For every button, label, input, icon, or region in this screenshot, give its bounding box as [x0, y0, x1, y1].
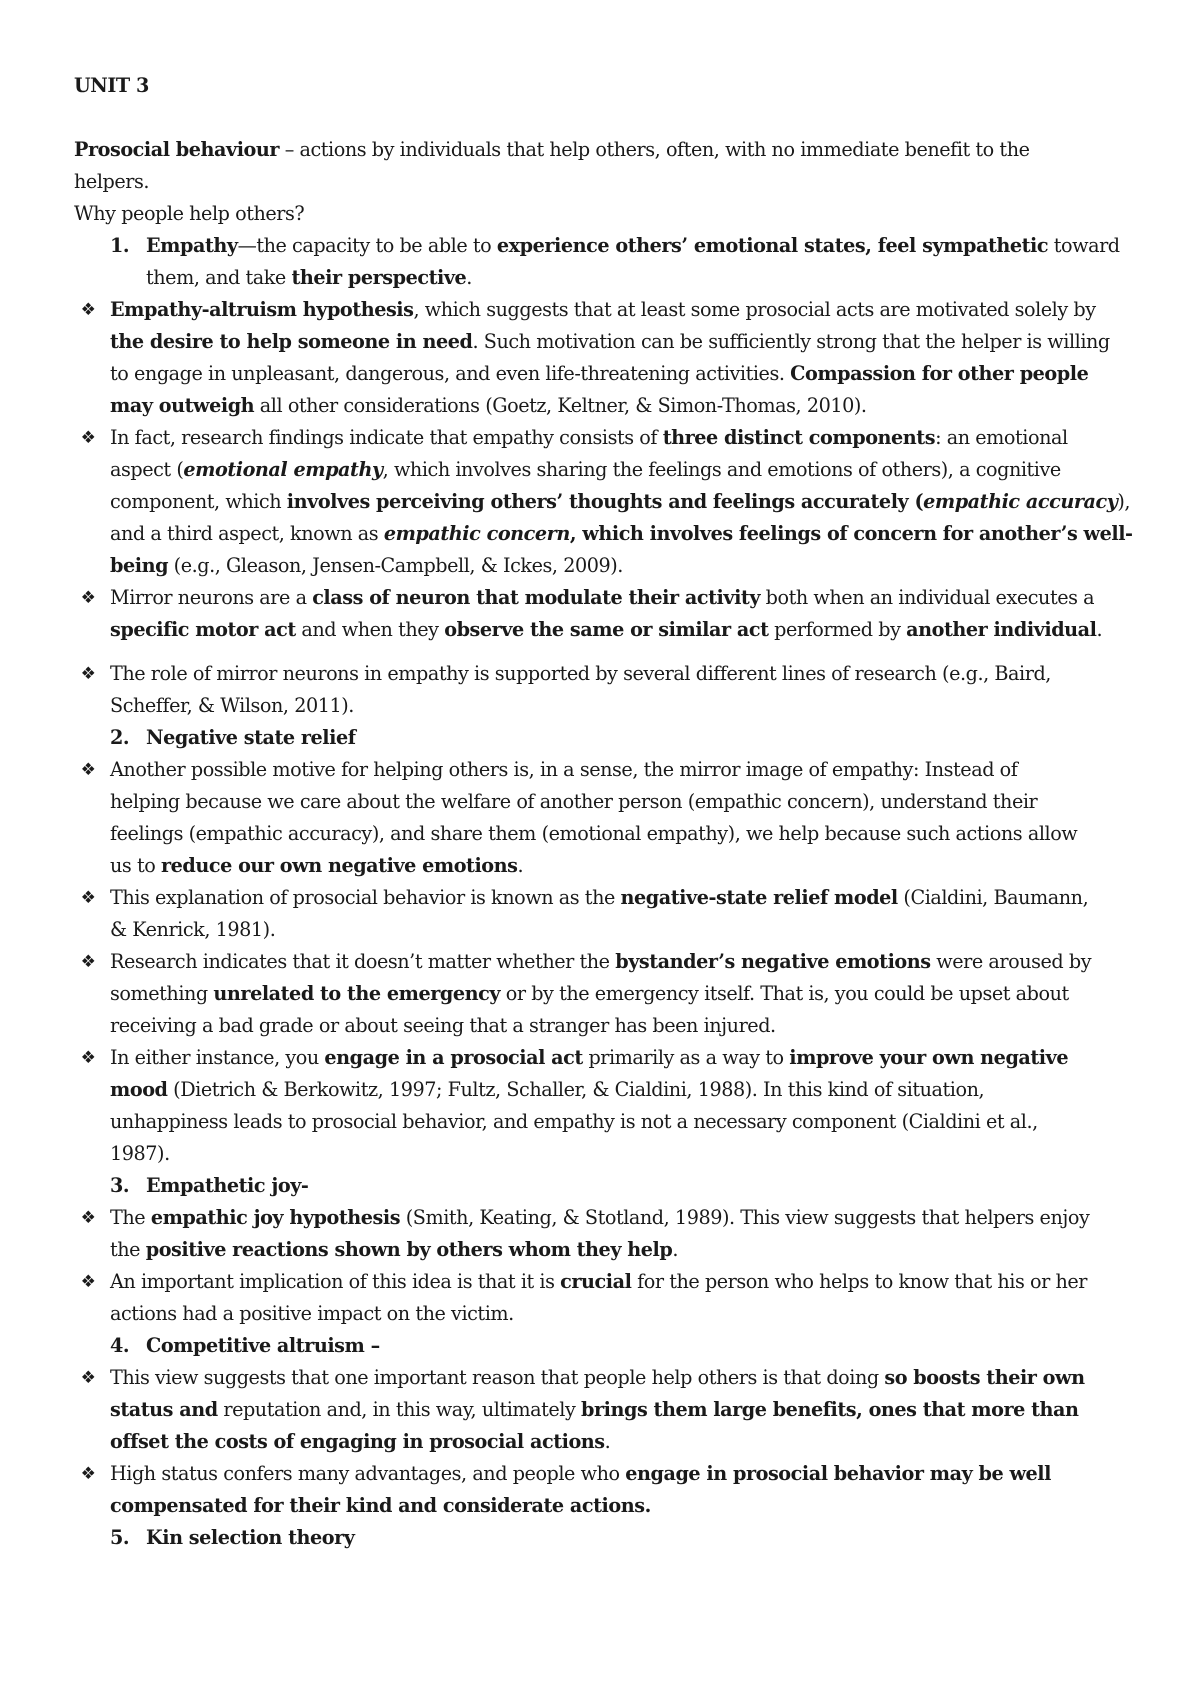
text-run: the [110, 1238, 146, 1261]
diamond-bullet-icon: ❖ [80, 428, 96, 448]
bullet-item [74, 658, 1140, 690]
bold-text: mood [110, 1078, 168, 1101]
text-run: to engage in unpleasant, dangerous, and even life-threatening activities. [110, 362, 791, 385]
text-run: helping because we care about the welfare of another person (empathic concern), understand their [110, 790, 1038, 813]
text-run: : an emotional [935, 426, 1068, 449]
text-run: (e.g., Gleason, Jensen-Campbell, & Ickes, 2009). [168, 554, 623, 577]
bullet-continuation [74, 690, 1140, 722]
blank-line [74, 102, 1140, 134]
text-run: helpers. [74, 170, 150, 193]
text-run: both when an individual executes a [760, 586, 1095, 609]
text-run: In fact, research findings indicate that empathy consists of [110, 426, 663, 449]
numbered-item [74, 722, 1140, 754]
bold-text: so boosts their own [884, 1366, 1085, 1389]
text-run: The [110, 1206, 151, 1229]
text-run: component, which [110, 490, 287, 513]
bullet-continuation [74, 850, 1140, 882]
bold-text: may outweigh [110, 394, 255, 417]
numbered-item [74, 1170, 1140, 1202]
text-run: Research indicates that it doesn’t matter whether the [110, 950, 616, 973]
bullet-continuation [74, 518, 1140, 550]
bullet-item [74, 1362, 1140, 1394]
text-run: (Cialdini, Baumann, [897, 886, 1089, 909]
text-run: & Kenrick, 1981). [110, 918, 276, 941]
text-run: and a third aspect, known as [110, 522, 384, 545]
diamond-bullet-icon: ❖ [80, 664, 96, 684]
diamond-bullet-icon: ❖ [80, 1048, 96, 1068]
bold-text: positive reactions shown by others whom they help [145, 1238, 673, 1261]
bullet-continuation [74, 786, 1140, 818]
bullet-item [74, 1266, 1140, 1298]
item-number: 4. [110, 1334, 130, 1357]
text-run: . Such motivation can be sufficiently strong that the helper is willing [472, 330, 1110, 353]
bullet-continuation [74, 1426, 1140, 1458]
bold-text: involves perceiving others’ thoughts and feelings accurately ( [286, 490, 924, 513]
bold-text: another individual [906, 618, 1097, 641]
bold-text: Negative state relief [146, 726, 356, 749]
bullet-continuation [74, 614, 1140, 646]
bold-text: engage in prosocial behavior may be well [625, 1462, 1051, 1485]
bullet-continuation [74, 358, 1140, 390]
diamond-bullet-icon: ❖ [80, 588, 96, 608]
diamond-bullet-icon: ❖ [80, 300, 96, 320]
text-run: ), [1117, 490, 1131, 513]
bullet-continuation [74, 1234, 1140, 1266]
bold-text: reduce our own negative emotions [160, 854, 518, 877]
text-run: Why people help others? [74, 202, 305, 225]
text-line [74, 198, 1140, 230]
bold-text: Empathy-altruism hypothesis [110, 298, 414, 321]
text-run: reputation and, in this way, ultimately [217, 1398, 582, 1421]
diamond-bullet-icon: ❖ [80, 1464, 96, 1484]
bold-text: Prosocial behaviour [74, 138, 280, 161]
text-run: unhappiness leads to prosocial behavior, and empathy is not a necessary component (Cialdini et al., [110, 1110, 1038, 1133]
paragraph-gap [74, 646, 1140, 658]
text-run: 1987). [110, 1142, 170, 1165]
text-run: . [1096, 618, 1103, 641]
diamond-bullet-icon: ❖ [80, 760, 96, 780]
bold-text: the desire to help someone in need [110, 330, 473, 353]
text-run: , which suggests that at least some prosocial acts are motivated solely by [413, 298, 1096, 321]
bold-text: crucial [560, 1270, 632, 1293]
bold-text: experience others’ emotional states, feel sympathetic [496, 234, 1049, 257]
diamond-bullet-icon: ❖ [80, 888, 96, 908]
text-run: toward [1048, 234, 1120, 257]
diamond-bullet-icon: ❖ [80, 1272, 96, 1292]
text-run: for the person who helps to know that his or her [631, 1270, 1088, 1293]
text-run: In either instance, you [110, 1046, 325, 1069]
bold-text: bystander’s negative emotions [615, 950, 931, 973]
unit-title: UNIT 3 [74, 74, 149, 97]
text-run: – actions by individuals that help others, often, with no immediate benefit to the [279, 138, 1030, 161]
bold-italic-text: emotional empathy [183, 458, 383, 481]
text-run: them, and take [146, 266, 292, 289]
bold-italic-text: empathic concern [383, 522, 570, 545]
text-line [74, 166, 1140, 198]
bullet-item [74, 946, 1140, 978]
bullet-item [74, 294, 1140, 326]
diamond-bullet-icon: ❖ [80, 1368, 96, 1388]
bullet-continuation [74, 1074, 1140, 1106]
bullet-continuation [74, 1394, 1140, 1426]
text-run: , which involves sharing the feelings and emotions of others), a cognitive [382, 458, 1061, 481]
item-number: 3. [110, 1174, 130, 1197]
bold-text: empathic joy hypothesis [150, 1206, 401, 1229]
bold-text: unrelated to the emergency [213, 982, 501, 1005]
bold-text: specific motor act [110, 618, 296, 641]
bullet-item [74, 582, 1140, 614]
bullet-continuation [74, 978, 1140, 1010]
text-run: . [604, 1430, 611, 1453]
text-run: primarily as a way to [582, 1046, 790, 1069]
bullet-item [74, 754, 1140, 786]
bold-text: brings them large benefits, ones that more than [581, 1398, 1079, 1421]
text-run: An important implication of this idea is that it is [110, 1270, 561, 1293]
text-run: feelings (empathic accuracy), and share them (emotional empathy), we help because such actions allow [110, 822, 1078, 845]
bold-text: Empathy [146, 234, 238, 257]
bold-text: , which involves feelings of concern for another’s well- [569, 522, 1133, 545]
text-run: —the capacity to be able to [237, 234, 497, 257]
bold-text: negative-state relief model [620, 886, 898, 909]
bold-text: Compassion for other people [790, 362, 1089, 385]
bold-text: their perspective [291, 266, 467, 289]
bullet-continuation [74, 486, 1140, 518]
bullet-continuation [74, 914, 1140, 946]
text-run: were aroused by [930, 950, 1092, 973]
bullet-continuation [74, 1298, 1140, 1330]
text-run: and when they [295, 618, 445, 641]
item-number: 1. [110, 234, 130, 257]
bold-italic-text: empathic accuracy [923, 490, 1118, 513]
item-number: 2. [110, 726, 130, 749]
bullet-continuation [74, 1106, 1140, 1138]
bold-text: Competitive altruism – [146, 1334, 380, 1357]
diamond-bullet-icon: ❖ [80, 1208, 96, 1228]
bullet-continuation [74, 550, 1140, 582]
bold-text: improve your own negative [789, 1046, 1069, 1069]
text-run: The role of mirror neurons in empathy is supported by several different lines of research (e.g., Baird, [110, 662, 1051, 685]
bold-text: observe the same or similar act [444, 618, 769, 641]
bullet-continuation [74, 390, 1140, 422]
text-line [74, 134, 1140, 166]
bold-text: being [110, 554, 169, 577]
numbered-item [74, 230, 1140, 262]
text-run: performed by [768, 618, 907, 641]
bold-text: class of neuron that modulate their activity [312, 586, 761, 609]
bullet-continuation [74, 454, 1140, 486]
bullet-item [74, 882, 1140, 914]
bullet-item [74, 1202, 1140, 1234]
text-run: (Smith, Keating, & Stotland, 1989). This view suggests that helpers enjoy [400, 1206, 1090, 1229]
text-run: Mirror neurons are a [110, 586, 313, 609]
bullet-continuation [74, 1010, 1140, 1042]
text-run: This explanation of prosocial behavior is known as the [110, 886, 621, 909]
text-run: This view suggests that one important reason that people help others is that doing [110, 1366, 885, 1389]
item-number: 5. [110, 1526, 130, 1549]
bold-text: status and [110, 1398, 218, 1421]
text-run: aspect ( [110, 458, 184, 481]
bullet-item [74, 1458, 1140, 1490]
text-run: Another possible motive for helping others is, in a sense, the mirror image of empathy: Instead of [110, 758, 1018, 781]
numbered-item [74, 1330, 1140, 1362]
numbered-continuation [74, 262, 1140, 294]
bullet-continuation [74, 1490, 1140, 1522]
bold-text: engage in a prosocial act [324, 1046, 583, 1069]
numbered-item [74, 1522, 1140, 1554]
bullet-item [74, 1042, 1140, 1074]
bullet-continuation [74, 326, 1140, 358]
text-run: us to [110, 854, 161, 877]
text-run: actions had a positive impact on the victim. [110, 1302, 514, 1325]
bold-text: offset the costs of engaging in prosocial actions [110, 1430, 605, 1453]
text-run: . [517, 854, 524, 877]
text-run: or by the emergency itself. That is, you could be upset about [500, 982, 1069, 1005]
bullet-item [74, 422, 1140, 454]
bold-text: three distinct components [662, 426, 936, 449]
bold-text: Kin selection theory [146, 1526, 355, 1549]
diamond-bullet-icon: ❖ [80, 952, 96, 972]
bullet-continuation [74, 1138, 1140, 1170]
text-run: . [466, 266, 472, 289]
text-run: something [110, 982, 214, 1005]
text-run: High status confers many advantages, and people who [110, 1462, 626, 1485]
bold-text: compensated for their kind and considerate actions. [110, 1494, 651, 1517]
text-run: (Dietrich & Berkowitz, 1997; Fultz, Schaller, & Cialdini, 1988). In this kind of situation, [167, 1078, 985, 1101]
text-run: Scheffer, & Wilson, 2011). [110, 694, 354, 717]
bold-text: Empathetic joy- [146, 1174, 309, 1197]
document-body [74, 102, 1140, 1554]
bullet-continuation [74, 818, 1140, 850]
text-run: . [672, 1238, 678, 1261]
text-run: all other considerations (Goetz, Keltner, & Simon-Thomas, 2010). [254, 394, 867, 417]
text-run: receiving a bad grade or about seeing that a stranger has been injured. [110, 1014, 776, 1037]
